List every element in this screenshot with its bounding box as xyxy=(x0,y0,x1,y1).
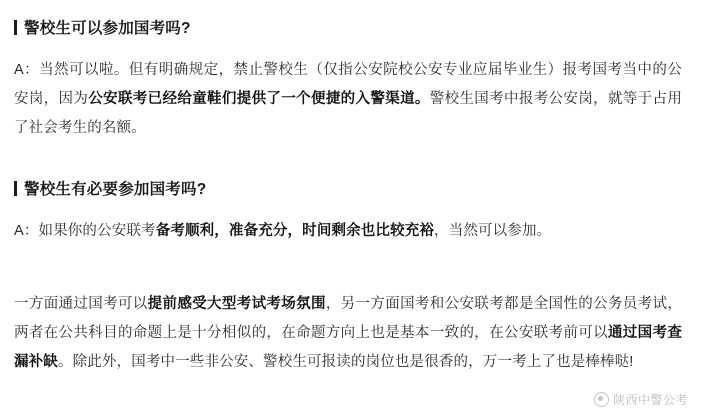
watermark-text: 陕西中警公考 xyxy=(612,393,688,407)
closing-text-part-bold: 提前感受大型考试考场氛围 xyxy=(147,296,326,312)
answer-text-part: 警校生国考中报考公安岗，就等于占用了社会考生的名额。 xyxy=(14,91,682,136)
closing-text-part: 。除此外，国考中一些非公安、警校生可报读的岗位也是很香的，万一考上了也是棒棒哒! xyxy=(57,354,634,370)
answer-prefix: A： xyxy=(14,62,40,78)
answer-text-part: 如果你的公安联考 xyxy=(38,223,156,239)
qa-section-2 xyxy=(14,177,682,246)
closing-paragraph xyxy=(14,290,682,377)
answer-prefix: A： xyxy=(14,223,39,239)
closing-text-part: ，另一方面国考和公安联考都是全国性的公务员考试，两者在公共科目的命题上是十分相似的，在命题方向上也是基本一致的，在公安联考前可以 xyxy=(14,296,682,341)
spacer xyxy=(14,143,682,177)
section-2-heading xyxy=(14,177,682,199)
section-1-heading xyxy=(14,16,682,38)
watermark xyxy=(594,391,688,408)
answer-text-part-bold: 备考顺利，准备充分，时间剩余也比较充裕 xyxy=(155,223,435,239)
section-1-heading-text: 警校生可以参加国考吗? xyxy=(24,20,191,37)
section-2-heading-text: 警校生有必要参加国考吗? xyxy=(24,181,207,198)
answer-text-part: ，当然可以参加。 xyxy=(434,223,552,239)
answer-text-part: 当然可以啦。但有明确规定，禁止警校生（仅指公安院校公安专业应届毕业生）报考国考当中的公安岗，因为 xyxy=(14,62,682,107)
closing-text-part: 一方面通过国考可以 xyxy=(14,296,148,312)
closing-text-part-bold: 通过国考查漏补缺 xyxy=(14,325,682,370)
section-1-answer xyxy=(14,56,682,143)
spacer xyxy=(14,38,682,56)
qa-section-1 xyxy=(14,16,682,143)
heading-accent-bar xyxy=(14,181,17,196)
answer-text-part-bold: 公安联考已经给童鞋们提供了一个便捷的入警渠道。 xyxy=(88,91,430,107)
spacer xyxy=(14,246,682,290)
section-2-answer xyxy=(14,217,682,246)
heading-accent-bar xyxy=(14,20,17,35)
circle-logo-icon xyxy=(594,392,609,407)
spacer xyxy=(14,199,682,217)
